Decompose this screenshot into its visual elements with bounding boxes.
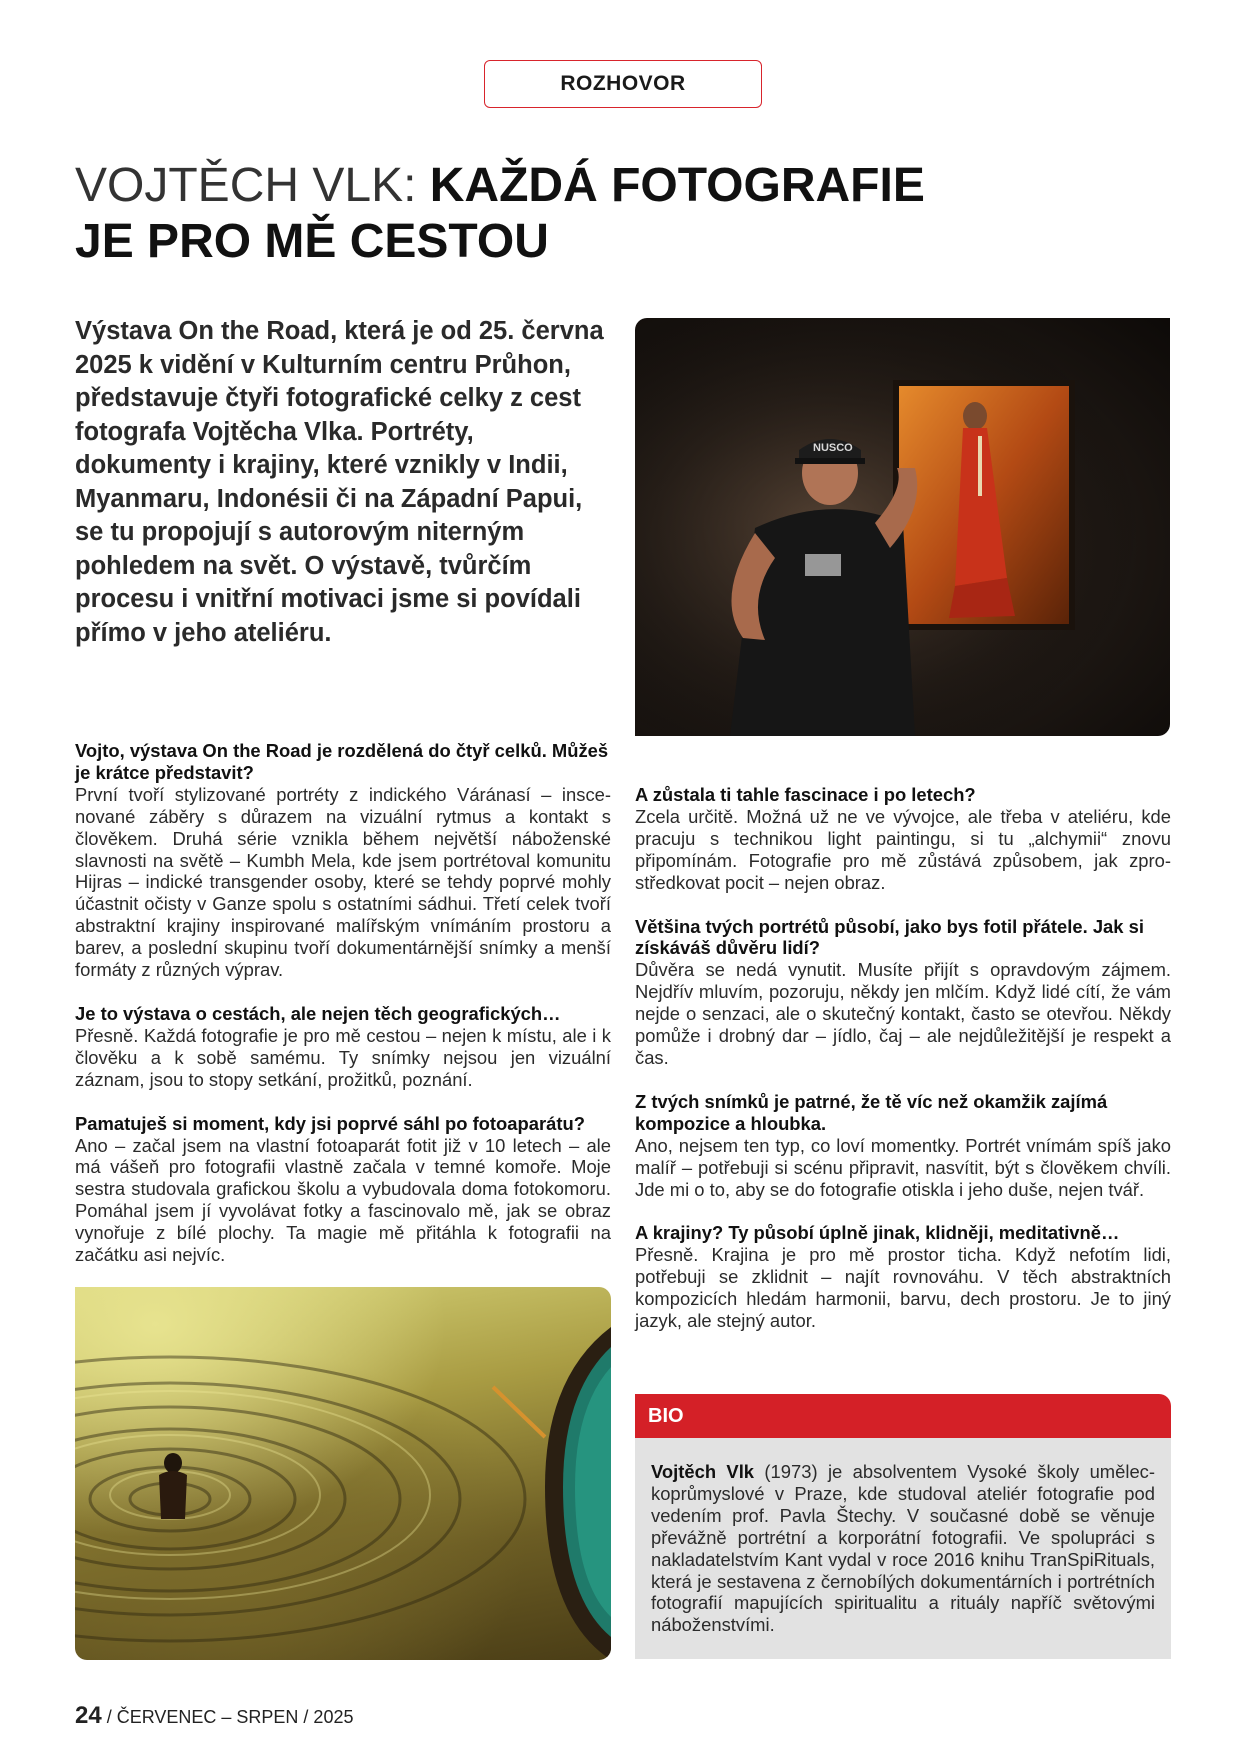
question: A zůstala ti tahle fascinace i po letech? xyxy=(635,784,976,805)
bio-body xyxy=(635,1438,1171,1659)
answer: Důvěra se nedá vynutit. Musíte přijít s opravdovým zájmem. Nejdřív mluvím, pozoruju, někdy jen mlčím. Když lidé cítí, že vám nejde o senzaci, ale o skutečný kontakt, často se otevřou. Někdy pomůže i drobný dar – jídlo, čaj – ale nejdůležitější je respekt a čas. xyxy=(635,959,1171,1068)
bio-name: Vojtěch Vlk xyxy=(651,1461,755,1482)
headline-part-2: JE PRO MĚ CESTOU xyxy=(75,215,549,268)
question: A krajiny? Ty působí úplně jinak, klidněji, meditativně… xyxy=(635,1222,1120,1244)
question: Pamatuješ si moment, kdy jsi poprvé sáhl po fotoaparátu? xyxy=(75,1112,585,1134)
section-tag xyxy=(484,60,762,108)
article-left-column xyxy=(75,740,611,1288)
qa-block xyxy=(635,784,1171,894)
answer: Zcela určitě. Možná už ne ve vývojce, ale třeba v ateliéru, kde pracuju s technikou light paintingu, si tu „alchymii“ znovu připomínám. Fotografie pro mě zůstává způsobem, jak zprostředkovat pocit – nejen obraz. xyxy=(635,805,1171,893)
qa-block xyxy=(75,1113,611,1266)
section-tag-label: ROZHOVOR xyxy=(560,72,686,95)
bio-box xyxy=(635,1394,1171,1659)
article-right-column xyxy=(635,784,1171,1354)
question: Je to výstava o cestách, ale nejen těch geografických… xyxy=(75,1002,561,1024)
question: Většina tvých portrétů působí, jako bys fotil přátele. Jak si získáváš důvěru lidí? xyxy=(635,915,1144,959)
question: Vojto, výstava On the Road je rozdělená do čtyř celků. Můžeš je krátce představit? xyxy=(75,740,609,783)
river-illustration xyxy=(75,1287,611,1660)
qa-block xyxy=(75,740,611,981)
article-headline xyxy=(75,158,1175,270)
portrait-illustration xyxy=(635,318,1170,736)
qa-block xyxy=(635,1091,1171,1201)
answer: Přesně. Každá fotografie je pro mě cestou – nejen k místu, ale i k člověku a k sobě samému. Ty snímky nejsou jen vizuální záznam, jsou to stopy setkání, prožitků, poznání. xyxy=(75,1024,611,1090)
issue-label: / ČERVENEC – SRPEN / 2025 xyxy=(101,1707,354,1727)
bio-text: (1973) je absolventem Vysoké školy uměleckoprůmyslové v Praze, kde studoval ateliér fotografie pod vedením prof. Pavla Štechy. V současné době se věnuje převážně portrétní a korporátní fotografii. Ve spolupráci s nakladatelstvím Kant vydal v roce 2016 knihu TranSpiRituals, která je sestavena z černobílých dokumentárních i portrétních fotografií mapujících spiritualitu a rituály napříč světovými náboženstvími. xyxy=(651,1461,1155,1636)
qa-block xyxy=(635,916,1171,1069)
article-lead: Výstava On the Road, která je od 25. června 2025 k vidění v Kulturním centru Průhon, představuje čtyři fotografické celky z cest fotografa Vojtěcha Vlka. Portréty, dokumenty i krajiny, které vznikly v Indii, Myanmaru, Indonésii či na Západní Papui, se tu propojují s autorovým niterným pohledem na svět. O výstavě, tvůrčím procesu i vnitřní motivaci jsme si povídali přímo v jeho ateliéru. xyxy=(75,317,604,647)
headline-part-1: KAŽDÁ FOTOGRAFIE xyxy=(429,159,925,212)
river-photo xyxy=(75,1287,611,1660)
answer: Ano, nejsem ten typ, co loví momentky. Portrét vnímám spíš jako malíř – potřebuji si scénu připravit, nasvítit, být s člověkem chvíli. Jde mi o to, aby se do fotografie otiskla i jeho duše, nejen tvář. xyxy=(635,1134,1171,1200)
cap-logo: NUSCO xyxy=(813,442,853,454)
portrait-photo xyxy=(635,318,1170,736)
bio-header: BIO xyxy=(635,1394,1171,1438)
question: Z tvých snímků je patrné, že tě víc než okamžik zajímá kompozice a hloubka. xyxy=(635,1090,1108,1134)
qa-block xyxy=(635,1222,1171,1332)
answer: První tvoří stylizované portréty z indického Váránasí – inscenované záběry s důrazem na vizuální rytmus a kontakt s člověkem. Druhá série vznikla během největší náboženské slavnosti na světě – Kumbh Mela, kde jsem portrétoval komunitu Hijras – indické transgender osoby, které se tehdy poprvé mohly účastnit očisty v Ganze spolu s ostatními sádhui. Třetí celek tvoří abstraktní krajiny inspirované malířským vnímáním prostoru a barev, a poslední skupinu tvoří dokumentárnější snímky a menší formáty z různých výprav. xyxy=(75,783,611,981)
answer: Přesně. Krajina je pro mě prostor ticha. Když nefotím lidi, potřebuji se zklidnit – najít rovnováhu. V těch abstraktních kompozicích hledám harmonii, barvu, dech prostoru. Je to jiný jazyk, ale stejný autor. xyxy=(635,1244,1171,1332)
page-footer xyxy=(75,1702,353,1730)
answer: Ano – začal jsem na vlastní fotoaparát fotit již v 10 letech – ale má vášeň pro fotografii vlastně začala v temné komoře. Moje sestra studovala grafickou školu a vybudovala doma fotokomoru. Pomáhal jsem jí vyvolávat fotky a fascinovalo mě, jak se obraz vynořuje z bílé plochy. Ta magie mě přitáhla k fotografii na začátku asi nejvíc. xyxy=(75,1134,611,1266)
headline-name: VOJTĚCH VLK: xyxy=(75,159,430,212)
page-number: 24 xyxy=(75,1702,102,1729)
qa-block xyxy=(75,1003,611,1091)
